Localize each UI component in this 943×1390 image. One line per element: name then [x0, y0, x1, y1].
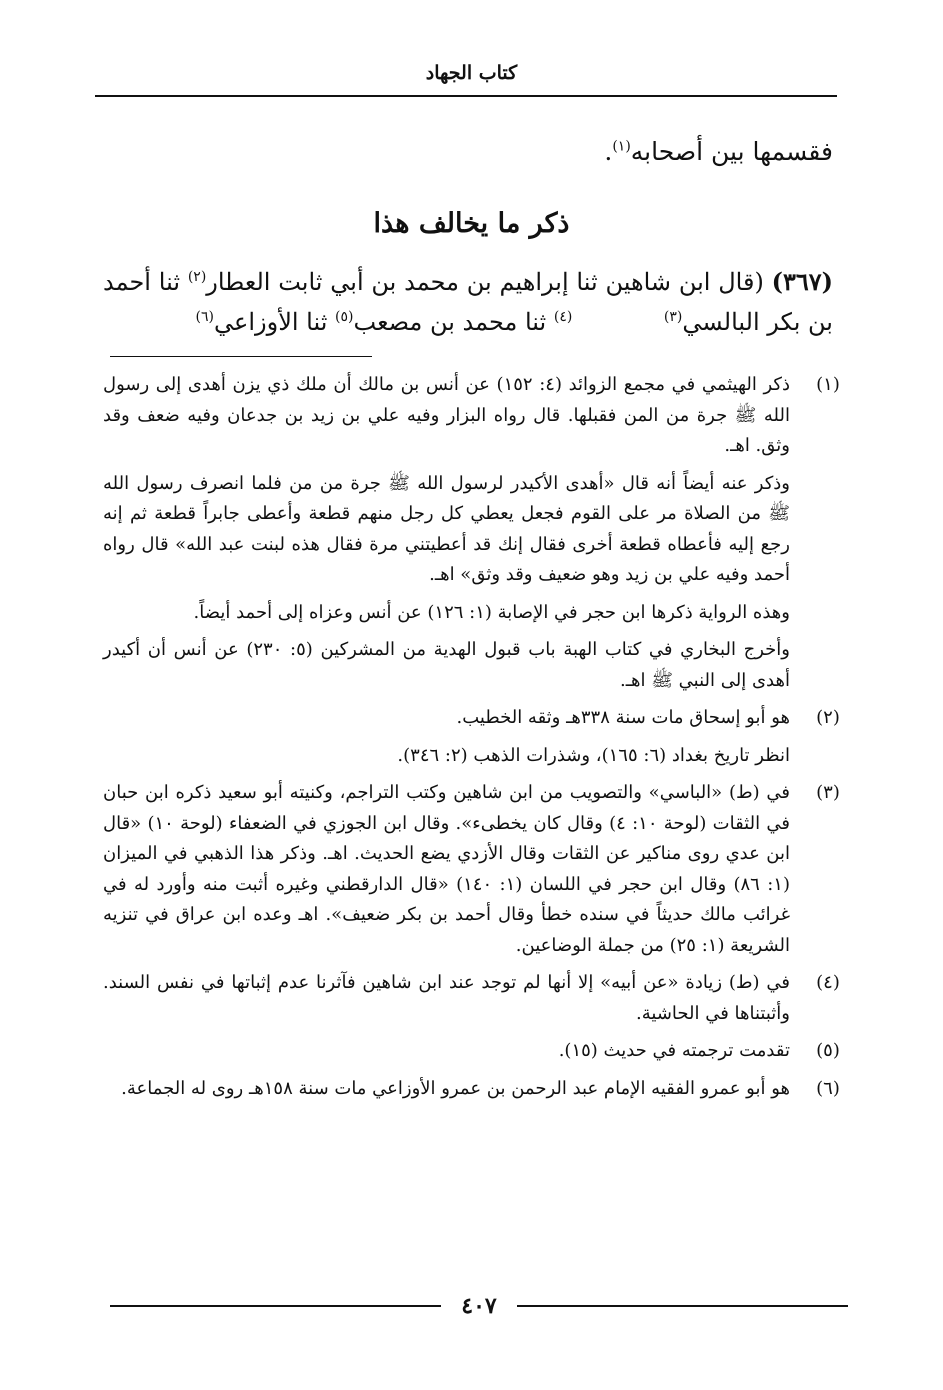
- footnote-paragraph: ذكر الهيثمي في مجمع الزوائد (٤: ١٥٢) عن أنس بن مالك أن ملك ذي يزن أهدى إلى رسول الله ﷺ جرة من المن فقبلها. قال رواه البزار وفيه علي بن زيد بن جدعان وفيه ضعف وقد وثق. اهـ.: [103, 374, 791, 456]
- continuation-end: .: [604, 137, 613, 166]
- section-heading: ذكر ما يخالف هذا: [373, 208, 570, 239]
- continuation-line: [604, 135, 833, 169]
- footnote-6: [103, 1074, 848, 1105]
- footnote-paragraph: في (ط) زيادة «عن أبيه» إلا أنها لم توجد عند ابن شاهين فآثرنا عدم إثباتها في نفس السند. وأثبتناها في الحاشية.: [103, 972, 790, 1024]
- footer-rule-left: [110, 1305, 441, 1307]
- footnote-ref: (١): [612, 138, 631, 155]
- hadith-chain-part: ثنا محمد بن مصعب: [353, 308, 554, 336]
- footnote-paragraph: تقدمت ترجمته في حديث (١٥).: [558, 1040, 790, 1061]
- footnote-paragraph: هو أبو عمرو الفقيه الإمام عبد الرحمن بن عمرو الأوزاعي مات سنة ١٥٨هـ روى له الجماعة.: [121, 1077, 790, 1099]
- page-number: ٤٠٧: [461, 1293, 497, 1319]
- footnote-ref: (٥): [335, 309, 354, 325]
- footnote-ref: (٣): [663, 309, 683, 325]
- footnote-separator: [110, 356, 372, 357]
- hadith-chain-part: (قال ابن شاهين ثنا إبراهيم بن محمد بن أبي ثابت العطار: [206, 268, 772, 296]
- footnote-3: [103, 778, 848, 961]
- footnote-paragraph: وذكر عنه أيضاً أنه قال «أهدى الأكيدر لرسول الله ﷺ جرة من من فلما انصرف رسول الله ﷺ من الصلاة مر على القوم فجعل يعطي كل رجل منهم قطعة وأعطى جابراً قطعة ثم إنه رجع إليه فأعطاه قطعة أخرى فقال إنك قد أعطيتني مرة فقال هذه لبنت عبد الله» قال رواه أحمد وفيه علي بن زيد وهو ضعيف وقد وثق» اهـ.: [103, 472, 790, 585]
- hadith-number: (٣٦٧): [771, 267, 834, 296]
- footnotes: [103, 370, 848, 1111]
- footnote-paragraph: وهذه الرواية ذكرها ابن حجر في الإصابة (١: ١٢٦) عن أنس وعزاه إلى أحمد أيضاً.: [193, 601, 790, 623]
- hadith-chain-part: ثنا أحمد بن بكر البالسي: [103, 268, 833, 336]
- footnote-ref: (٦): [195, 309, 215, 325]
- footnote-2: [103, 703, 848, 771]
- footnote-paragraph: هو أبو إسحاق مات سنة ٣٣٨هـ وثقه الخطيب.: [456, 707, 790, 728]
- footer-rule-right: [517, 1305, 848, 1307]
- footnote-number: (٤): [816, 972, 840, 993]
- running-header: كتاب الجهاد: [425, 62, 518, 84]
- footnote-4: [103, 968, 848, 1029]
- footnote-1: [103, 370, 848, 696]
- footnote-number: (٢): [816, 707, 840, 728]
- footnote-5: [103, 1036, 848, 1067]
- hadith-text: [103, 262, 833, 342]
- page-footer: [110, 1293, 848, 1319]
- footnote-number: (١): [816, 374, 840, 395]
- footnote-number: (٥): [816, 1040, 840, 1061]
- continuation-text: فقسمها بين أصحابه: [630, 137, 833, 166]
- header-rule: [95, 95, 837, 97]
- footnote-number: (٦): [816, 1077, 840, 1099]
- footnote-paragraph: انظر تاريخ بغداد (٦: ١٦٥)، وشذرات الذهب (٢: ٣٤٦).: [397, 744, 790, 766]
- footnote-number: (٣): [816, 782, 840, 803]
- footnote-paragraph: وأخرج البخاري في كتاب الهبة باب قبول الهدية من المشركين (٥: ٢٣٠) عن أنس أن أكيدر أهدى إلى النبي ﷺ اهـ.: [103, 639, 790, 691]
- footnote-paragraph: في (ط) «الباسي» والتصويب من ابن شاهين وكتب التراجم، وكنيته أبو سعيد ذكره ابن حبان في الثقات (لوحة ١٠: ٤) وقال كان يخطىء». وقال ابن الجوزي في الضعفاء (لوحة ١٠) «قال ابن عدي روى مناكير عن الثقات وقال الأزدي يضع الحديث. اهـ. وذكر هذا الذهبي في الميزان (١: ٨٦) وقال ابن حجر في اللسان (١: ١٤٠) «قال الدارقطني وغيره أثبت منه وأورد له في غرائب مالك حديثاً في سنده خطأ وقال أحمد بن بكر ضعيف». اهـ وعده ابن عراق في تنزيه الشريعة (١: ٢٥) من جملة الوضاعين.: [103, 782, 790, 956]
- footnote-ref: (٤): [553, 309, 573, 325]
- footnote-ref: (٢): [187, 269, 207, 285]
- hadith-chain-part: ثنا الأوزاعي: [214, 308, 336, 336]
